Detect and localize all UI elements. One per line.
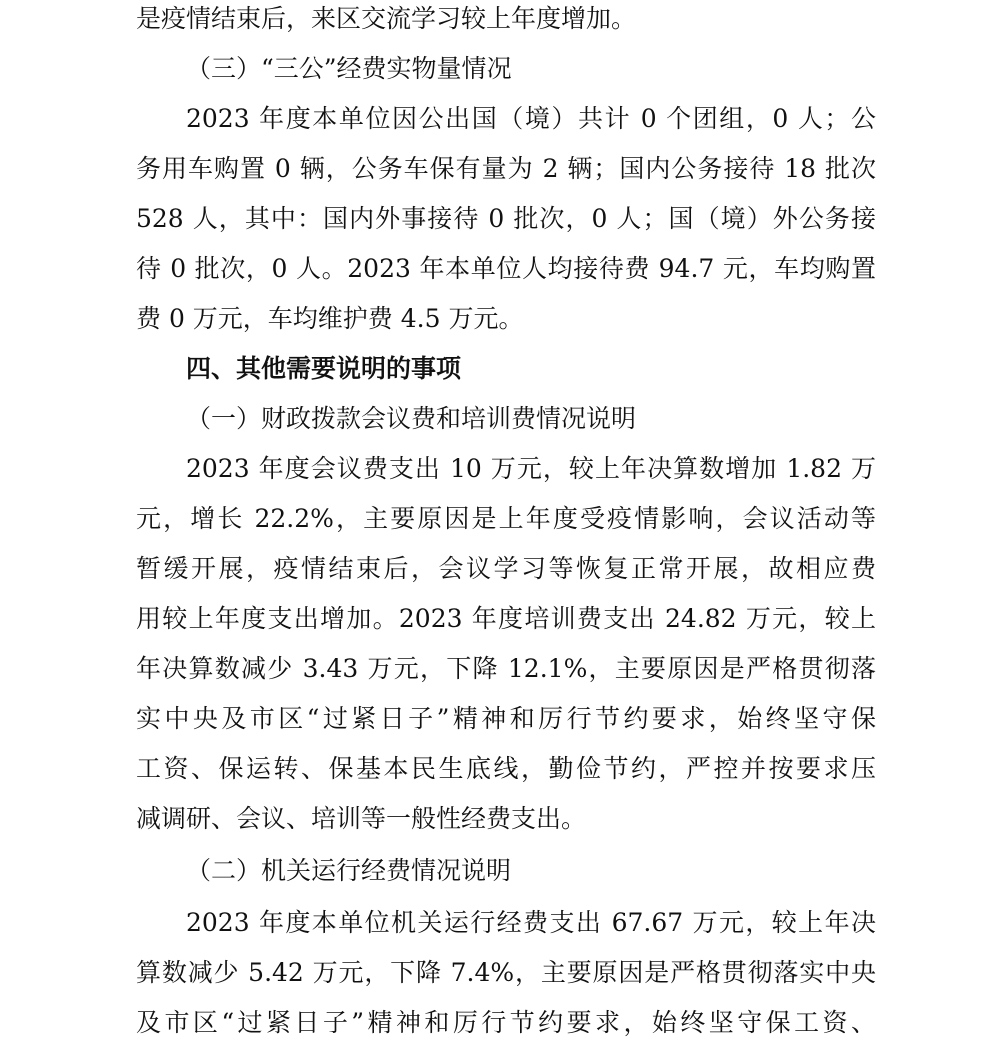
paragraph-line: 年决算数减少 3.43 万元，下降 12.1%，主要原因是严格贯彻落 [136,654,876,683]
paragraph-line: 工资、保运转、保基本民生底线，勤俭节约，严控并按要求压 [136,754,876,783]
paragraph-line: 2023 年度本单位机关运行经费支出 67.67 万元，较上年决 [186,908,876,937]
subsection-heading-three-public: （三）“三公”经费实物量情况 [186,54,512,83]
subsection-heading-operating-funds: （二）机关运行经费情况说明 [186,856,512,885]
paragraph-line: 528 人，其中：国内外事接待 0 批次，0 人；国（境）外公务接 [136,204,876,233]
paragraph-line: 2023 年度会议费支出 10 万元，较上年决算数增加 1.82 万 [186,454,876,483]
paragraph-line: 及市区“过紧日子”精神和厉行节约要求，始终坚守保工资、 [136,1008,876,1037]
paragraph-line: 元，增长 22.2%，主要原因是上年度受疫情影响，会议活动等 [136,504,876,533]
paragraph-line: 务用车购置 0 辆，公务车保有量为 2 辆；国内公务接待 18 批次 [136,154,876,183]
section-heading-other-matters: 四、其他需要说明的事项 [186,354,462,383]
paragraph-line: 待 0 批次，0 人。2023 年本单位人均接待费 94.7 元，车均购置 [136,254,876,283]
paragraph-line: 用较上年度支出增加。2023 年度培训费支出 24.82 万元，较上 [136,604,876,633]
paragraph-end-line: 是疫情结束后，来区交流学习较上年度增加。 [136,4,637,33]
paragraph-line: 费 0 万元，车均维护费 4.5 万元。 [136,304,524,333]
paragraph-line: 暂缓开展，疫情结束后，会议学习等恢复正常开展，故相应费 [136,554,876,583]
paragraph-line: 减调研、会议、培训等一般性经费支出。 [136,804,587,833]
subsection-heading-meeting-training: （一）财政拨款会议费和培训费情况说明 [186,404,637,433]
paragraph-line: 实中央及市区“过紧日子”精神和厉行节约要求，始终坚守保 [136,704,876,733]
paragraph-line: 算数减少 5.42 万元，下降 7.4%，主要原因是严格贯彻落实中央 [136,958,876,987]
paragraph-line: 2023 年度本单位因公出国（境）共计 0 个团组，0 人；公 [186,104,876,133]
